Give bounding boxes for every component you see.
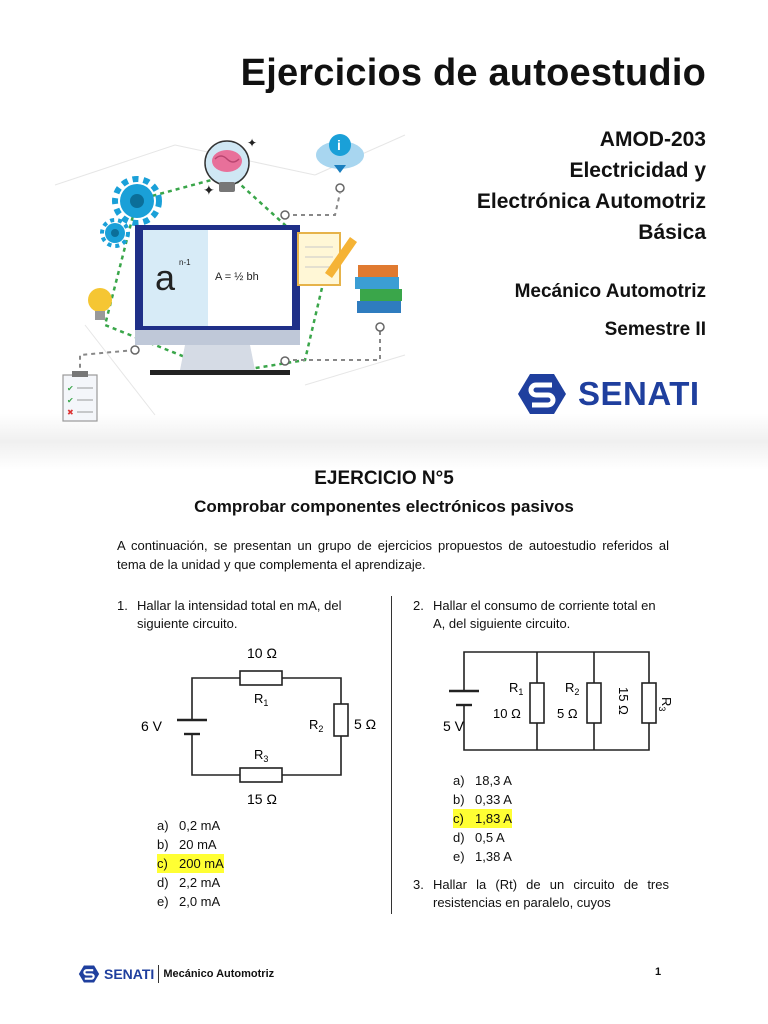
course-line: Básica [638, 221, 706, 244]
series-circuit-diagram [135, 638, 395, 810]
footer-career: Mecánico Automotriz [163, 968, 275, 980]
svg-text:R1 [254, 691, 268, 708]
senati-logo-icon [516, 372, 568, 416]
page-number: 1 [655, 966, 662, 978]
question-text: Hallar el consumo de corriente total en A, del siguiente circuito. [433, 598, 656, 631]
monitor-illustration [135, 225, 300, 375]
question-number: 1. [117, 598, 128, 613]
course-line: Electricidad y [569, 159, 706, 182]
answer-option[interactable]: b) 20 mA [157, 837, 217, 852]
question-1 [117, 597, 372, 633]
r2-label: R [565, 680, 575, 695]
answer-option[interactable]: e) 2,0 mA [157, 894, 221, 909]
svg-text:R2 [565, 680, 579, 697]
r3-subscript: 3 [657, 706, 667, 712]
question-number: 2. [413, 598, 424, 613]
r3-subscript: 3 [263, 754, 269, 764]
answer-option[interactable]: d) 0,5 A [453, 830, 505, 845]
course-name [380, 124, 706, 248]
answer-option[interactable]: e) 1,38 A [453, 849, 512, 864]
course-code: AMOD-203 [599, 128, 706, 151]
svg-text:R2 [309, 717, 323, 734]
education-illustration [55, 125, 415, 430]
parallel-circuit-diagram [437, 645, 674, 760]
footer-separator [158, 965, 159, 983]
footer-brand-name: SENATI [104, 966, 155, 982]
r2-subscript: 2 [574, 687, 580, 697]
answer-option[interactable]: a) 18,3 A [453, 773, 512, 788]
r2-value-label: 5 Ω [354, 716, 377, 732]
source-voltage-label: 6 V [141, 718, 163, 734]
svg-text:R3 [254, 747, 268, 764]
course-line: Electrónica Automotriz [476, 190, 706, 213]
r2-subscript: 2 [318, 724, 324, 734]
question-number: 3. [413, 877, 424, 892]
r3-value-label: 15 Ω [247, 791, 277, 807]
document-title: Ejercicios de autoestudio [240, 52, 706, 94]
r1-value-label: 10 Ω [493, 706, 521, 721]
svg-text:✖: ✖ [67, 408, 74, 417]
lightbulb-icon [88, 288, 112, 320]
semester-label: Semestre II [604, 319, 706, 340]
info-cloud-icon [316, 134, 364, 173]
answer-option-highlighted[interactable]: c) 200 mA [157, 856, 224, 871]
question-text: Hallar la (Rt) de un circuito de tres resistencias en paralelo, cuyos [433, 877, 669, 910]
svg-text:A = ½ bh: A = ½ bh [215, 271, 259, 283]
notebook-pencil-icon [298, 233, 357, 285]
r1-value-label: 10 Ω [247, 645, 277, 661]
answer-option[interactable]: d) 2,2 mA [157, 875, 221, 890]
column-divider [391, 596, 392, 914]
r3-value-label: 15 Ω [616, 687, 631, 715]
r1-label: R [509, 680, 519, 695]
r1-label: R [254, 691, 264, 706]
exercise-subtitle: Comprobar componentes electrónicos pasivos [194, 497, 574, 516]
answer-option-highlighted[interactable]: c) 1,83 A [453, 811, 512, 826]
exercise-title: EJERCICIO N°5 [314, 468, 454, 489]
question-1-options [157, 816, 224, 911]
question-text: Hallar la intensidad total en mA, del siguiente circuito. [137, 598, 342, 631]
svg-text:R3 [657, 697, 674, 711]
svg-text:✔: ✔ [67, 384, 74, 393]
career-name: Mecánico Automotriz [514, 281, 706, 302]
svg-text:✦: ✦ [203, 182, 215, 198]
question-2-options [453, 771, 512, 866]
answer-option[interactable]: a) 0,2 mA [157, 818, 221, 833]
exercise-intro: A continuación, se presentan un grupo de ejercicios propuestos de autoestudio referidos al tema de la unidad y que complementa el aprendizaje. [117, 538, 669, 572]
svg-text:✔: ✔ [67, 396, 74, 405]
svg-text:R1 [509, 680, 523, 697]
svg-text:✦: ✦ [247, 136, 258, 150]
r1-subscript: 1 [263, 698, 269, 708]
small-gear-icon [102, 220, 128, 246]
checklist-icon [63, 371, 97, 421]
svg-text:n-1: n-1 [179, 258, 191, 267]
gear-icon [115, 179, 159, 223]
r1-subscript: 1 [518, 687, 524, 697]
svg-text:a: a [155, 257, 176, 298]
footer [78, 964, 274, 984]
svg-text:i: i [337, 137, 341, 153]
brand-name: SENATI [578, 375, 700, 412]
r3-label: R [659, 697, 674, 707]
senati-logo-icon [78, 964, 100, 984]
answer-option[interactable]: b) 0,33 A [453, 792, 512, 807]
question-3 [413, 876, 669, 912]
source-voltage-label: 5 V [443, 718, 465, 734]
question-2 [413, 597, 669, 633]
r2-label: R [309, 717, 319, 732]
r2-value-label: 5 Ω [557, 706, 578, 721]
senati-logo [516, 372, 700, 416]
r3-label: R [254, 747, 264, 762]
